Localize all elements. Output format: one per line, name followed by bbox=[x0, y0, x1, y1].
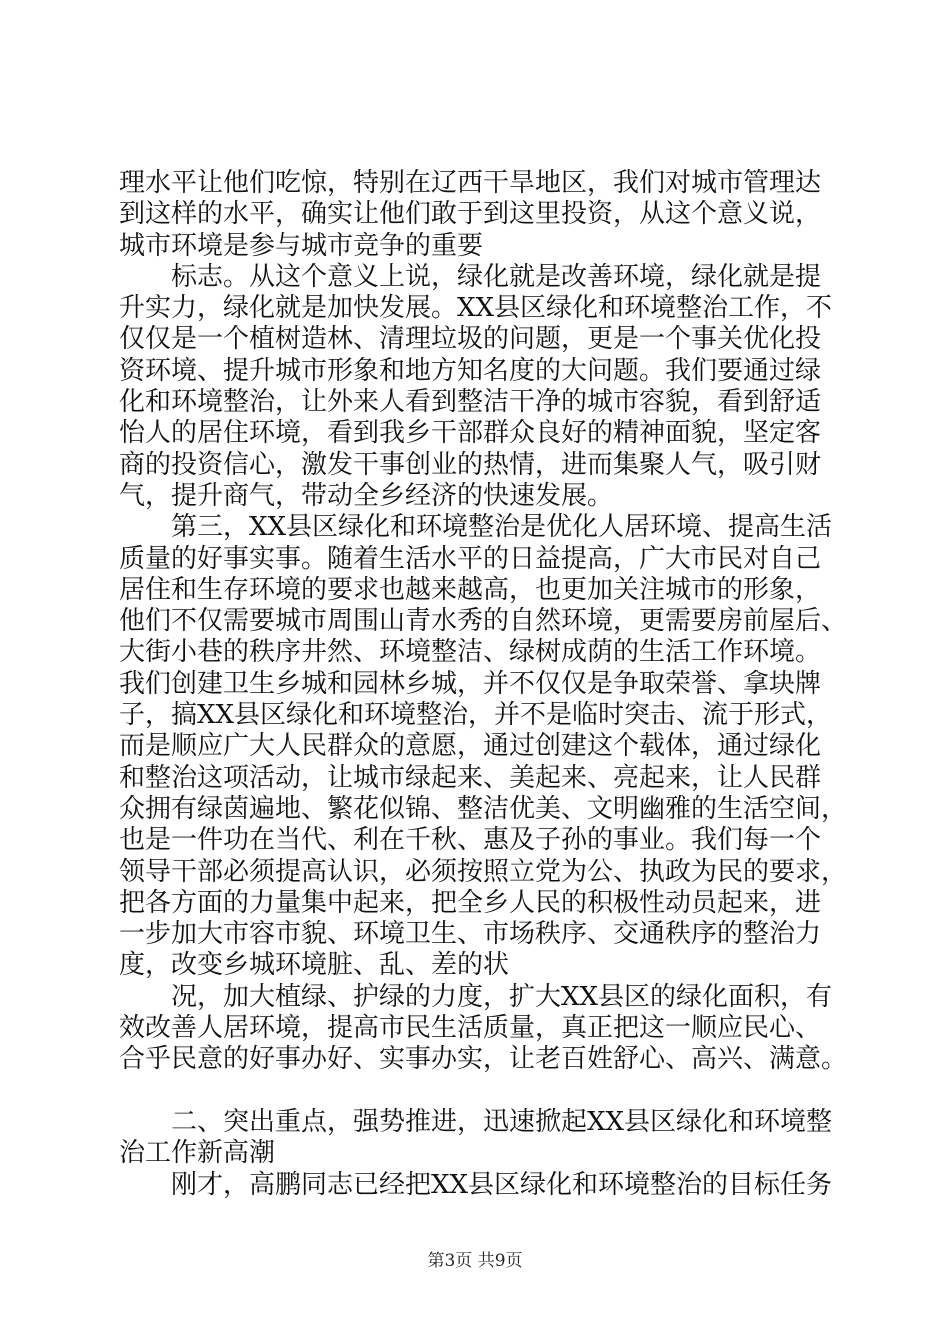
document-body bbox=[119, 168, 859, 1201]
text-line: 资环境、提升城市形象和地方知名度的大问题。我们要通过绿 bbox=[119, 355, 822, 386]
text-line: 而是顺应广大人民群众的意愿，通过创建这个载体，通过绿化 bbox=[119, 731, 822, 762]
text-line: 和整治这项活动，让城市绿起来、美起来、亮起来，让人民群 bbox=[119, 762, 822, 793]
text-line: 子，搞XX县区绿化和环境整治，并不是临时突击、流于形式， bbox=[119, 700, 833, 731]
text-line: 合乎民意的好事办好、实事办实，让老百姓舒心、高兴、满意。 bbox=[119, 1044, 848, 1075]
text-line: 效改善人居环境，提高市民生活质量，真正把这一顺应民心、 bbox=[119, 1013, 822, 1044]
text-line: 第三，XX县区绿化和环境整治是优化人居环境、提高生活 bbox=[171, 512, 833, 543]
text-line: 理水平让他们吃惊，特别在辽西干旱地区，我们对城市管理达 bbox=[119, 168, 822, 198]
text-line: 居住和生存环境的要求也越来越高，也更加关注城市的形象， bbox=[119, 574, 822, 605]
text-line: 质量的好事实事。随着生活水平的日益提高，广大市民对自己 bbox=[119, 543, 822, 574]
text-line: 商的投资信心，激发干事创业的热情，进而集聚人气，吸引财 bbox=[119, 449, 822, 480]
text-line: 也是一件功在当代、利在千秋、惠及子孙的事业。我们每一个 bbox=[119, 825, 822, 856]
text-line: 升实力，绿化就是加快发展。XX县区绿化和环境整治工作，不 bbox=[119, 293, 833, 324]
text-line: 标志。从这个意义上说，绿化就是改善环境，绿化就是提 bbox=[171, 261, 822, 292]
text-line: 众拥有绿茵遍地、繁花似锦、整洁优美、文明幽雅的生活空间， bbox=[119, 793, 848, 824]
text-line: 二、突出重点，强势推进，迅速掀起XX县区绿化和环境整 bbox=[171, 1106, 833, 1137]
text-line: 领导干部必须提高认识，必须按照立党为公、执政为民的要求， bbox=[119, 856, 848, 887]
text-line: 我们创建卫生乡城和园林乡城，并不仅仅是争取荣誉、拿块牌 bbox=[119, 668, 822, 699]
text-line: 把各方面的力量集中起来，把全乡人民的积极性动员起来，进 bbox=[119, 887, 822, 918]
text-line: 怡人的居住环境，看到我乡干部群众良好的精神面貌，坚定客 bbox=[119, 418, 822, 449]
text-line: 仅仅是一个植树造林、清理垃圾的问题，更是一个事关优化投 bbox=[119, 324, 822, 355]
text-line: 到这样的水平，确实让他们敢于到这里投资，从这个意义说， bbox=[119, 199, 822, 230]
text-line: 化和环境整治，让外来人看到整洁干净的城市容貌，看到舒适 bbox=[119, 387, 822, 418]
text-line: 刚才，高鹏同志已经把XX县区绿化和环境整治的目标任务 bbox=[171, 1169, 833, 1200]
page-footer: 第3页 共9页 bbox=[427, 1251, 523, 1271]
text-line: 城市环境是参与城市竞争的重要 bbox=[119, 230, 484, 261]
text-line: 一步加大市容市貌、环境卫生、市场秩序、交通秩序的整治力 bbox=[119, 919, 822, 950]
text-line: 大街小巷的秩序井然、环境整洁、绿树成荫的生活工作环境。 bbox=[119, 637, 822, 668]
text-line: 度，改变乡城环境脏、乱、差的状 bbox=[119, 950, 510, 981]
text-line: 治工作新高潮 bbox=[119, 1138, 276, 1169]
text-line: 气，提升商气，带动全乡经济的快速发展。 bbox=[119, 480, 614, 511]
blank-line bbox=[119, 1076, 859, 1107]
text-line: 他们不仅需要城市周围山青水秀的自然环境，更需要房前屋后、 bbox=[119, 606, 848, 637]
text-line: 况，加大植绿、护绿的力度，扩大XX县区的绿化面积，有 bbox=[171, 981, 833, 1012]
